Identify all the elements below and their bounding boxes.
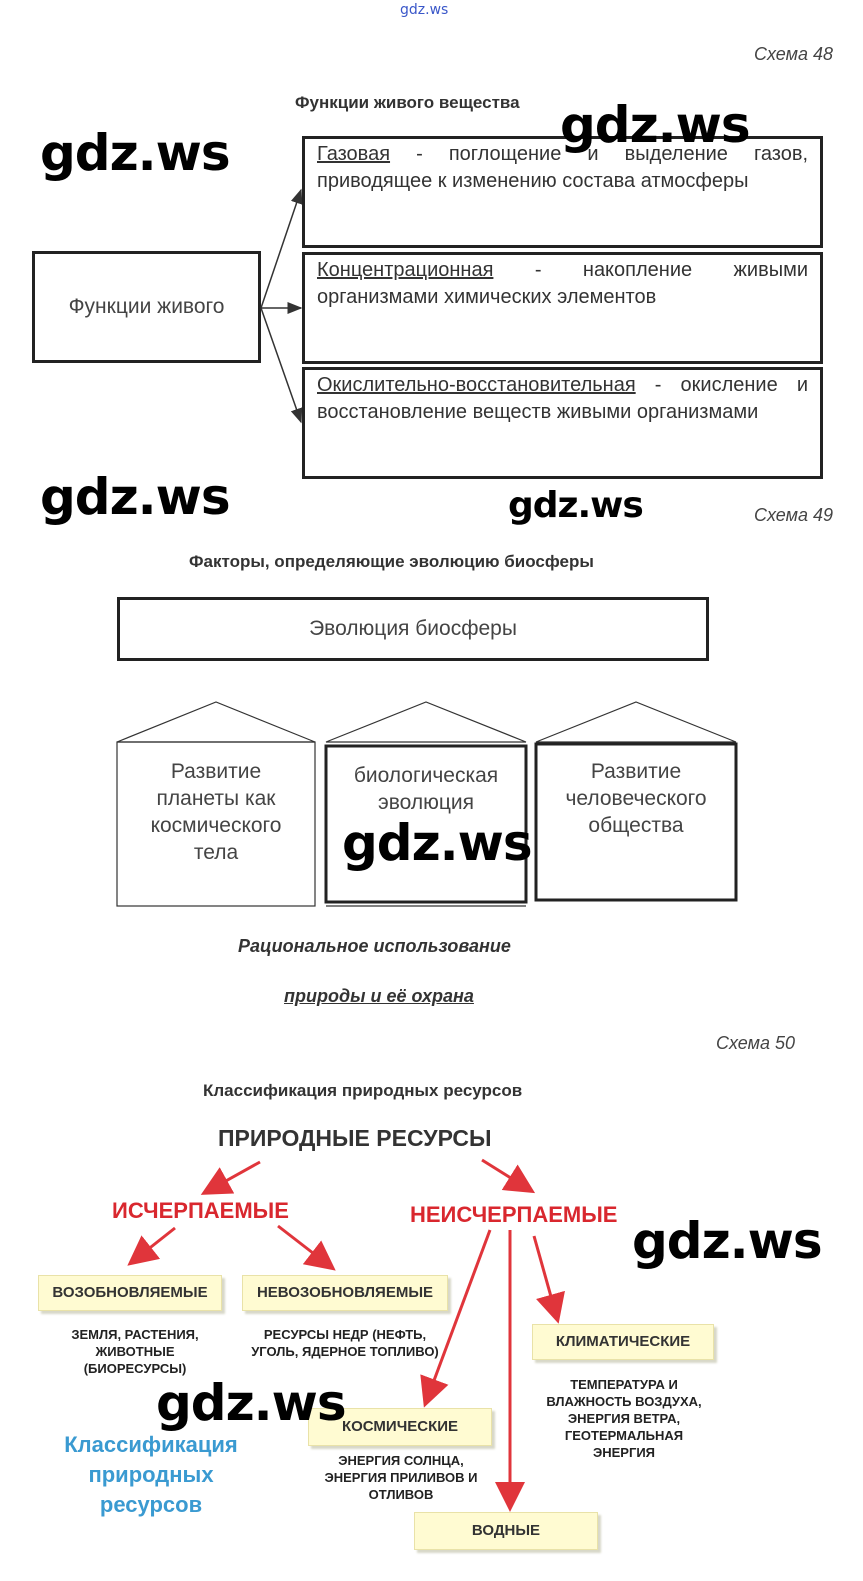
nonrenewable-desc: РЕСУРСЫ НЕДР (НЕФТЬ, УГОЛЬ, ЯДЕРНОЕ ТОПЛИВО) [251,1327,439,1359]
renewable-desc: ЗЕМЛЯ, РАСТЕНИЯ, ЖИВОТНЫЕ (БИОРЕСУРСЫ) [71,1327,199,1376]
schema-48-label: Схема 48 [754,44,833,64]
house-society-text: Развитие человеческого общества [565,760,707,837]
function-concentration-desc: - накопление живыми организмами химических элементов [317,259,808,308]
house-biological-text: биологическая эволюция [353,764,499,814]
top-watermark: gdz.ws [400,2,449,18]
cosmic-box: КОСМИЧЕСКИЕ [308,1408,492,1446]
watermark: gdz.ws [632,1212,822,1270]
renewable-box: ВОЗОБНОВЛЯЕМЫЕ [38,1275,222,1311]
watermark: gdz.ws [560,96,750,154]
function-redox-desc: - окисление и восстановление веществ живыми организмами [317,374,808,423]
climatic-box: КЛИМАТИЧЕСКИЕ [532,1324,714,1360]
nonrenewable-box: НЕВОЗОБНОВЛЯЕМЫЕ [242,1275,448,1311]
schema-49-title: Факторы, определяющие эволюцию биосферы [189,552,594,571]
water-box: ВОДНЫЕ [414,1512,598,1550]
function-gas-term: Газовая [317,143,391,165]
schema-50-title: Классификация природных ресурсов [203,1081,523,1100]
watermark: gdz.ws [40,468,230,526]
schema-49-label: Схема 49 [754,505,833,525]
schema-48-title: Функции живого вещества [295,93,520,112]
watermark: gdz.ws [40,124,230,182]
classification-caption: Классификация природных ресурсов [64,1432,238,1517]
function-gas-desc: - поглощение и выделение газов, приводящее к изменению состава атмосферы [317,143,808,192]
schema-50-label: Схема 50 [716,1033,795,1053]
house-planet-text: Развитие планеты как космического тела [150,760,282,864]
watermark: gdz.ws [342,814,532,872]
living-functions-label: Функции живого [68,295,225,318]
climatic-desc: ТЕМПЕРАТУРА И ВЛАЖНОСТЬ ВОЗДУХА, ЭНЕРГИЯ ВЕТРА, ГЕОТЕРМАЛЬНАЯ ЭНЕРГИЯ [546,1377,702,1460]
exhaustible-label: ИСЧЕРПАЕМЫЕ [112,1198,289,1223]
watermark: gdz.ws [508,485,643,526]
rational-use-line2: природы и её охрана [284,986,474,1006]
function-concentration-term: Концентрационная [317,259,494,281]
biosphere-evolution-label: Эволюция биосферы [309,617,517,640]
watermark: gdz.ws [156,1374,346,1432]
inexhaustible-label: НЕИСЧЕРПАЕМЫЕ [410,1202,618,1227]
cosmic-desc: ЭНЕРГИЯ СОЛНЦА, ЭНЕРГИЯ ПРИЛИВОВ И ОТЛИВОВ [324,1453,478,1502]
function-redox-term: Окислительно-восстановительная [317,374,636,396]
natural-resources-root: ПРИРОДНЫЕ РЕСУРСЫ [218,1125,492,1151]
rational-use-line1: Рациональное использование [238,936,511,956]
